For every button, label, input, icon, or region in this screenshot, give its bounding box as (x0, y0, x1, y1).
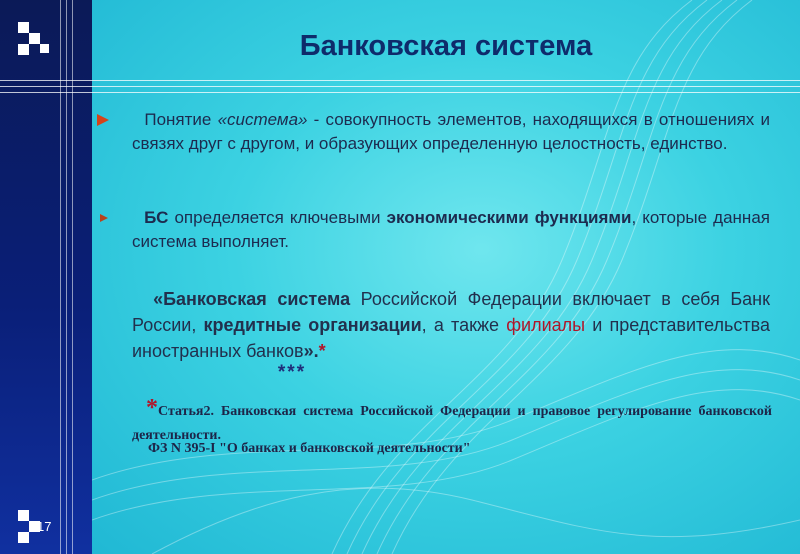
footnote-asterisk: * (146, 395, 159, 421)
quote-banking-system (132, 286, 770, 364)
decor-square (18, 510, 29, 521)
bullet-arrow-icon (97, 114, 109, 126)
text-definition: - совокупность элементов, находящихся в отношениях и связях друг с другом, и образующих определенную целостность, единство. (132, 110, 770, 153)
page-number: 17 (37, 519, 52, 534)
separator-stars: *** (277, 362, 307, 383)
term-system: «система» (217, 110, 308, 129)
sidebar-panel (0, 0, 92, 554)
text-rest: , которые данная система выполняет. (132, 208, 770, 251)
decor-square (18, 22, 29, 33)
decor-square (40, 44, 49, 53)
divider-line (0, 92, 800, 93)
quote-open: «Банковская система (153, 289, 351, 309)
text-mid: определяется ключевыми (168, 208, 387, 227)
sidebar-line (66, 0, 67, 554)
decor-square (18, 44, 29, 55)
slide-background (92, 0, 800, 554)
slide-title: Банковская система (299, 30, 593, 62)
bullet-system-definition (132, 108, 770, 156)
quote-close: ». (303, 341, 319, 361)
decor-square (29, 33, 40, 44)
wave-decoration (92, 0, 800, 554)
quote-part2: , а также (421, 315, 507, 335)
quote-part3: и представительства иностранных банков (132, 315, 770, 361)
law-reference: ФЗ N 395-I "О банках и банковской деятельности" (148, 441, 471, 456)
decor-square (18, 532, 29, 543)
bullet-arrow-icon (100, 214, 108, 222)
quote-branches: филиалы (506, 315, 586, 335)
quote-credit-orgs: кредитные организации (203, 315, 422, 335)
sidebar-line (72, 0, 73, 554)
text-economic-functions: экономическими функциями (386, 208, 632, 227)
text-intro: Понятие (144, 110, 218, 129)
divider-line (0, 86, 800, 87)
bullet-bs-functions (132, 206, 770, 254)
divider-line (0, 80, 800, 81)
quote-part1: Российской Федерации включает в себя Банк России, (132, 289, 770, 335)
quote-asterisk: * (318, 341, 326, 361)
footnote-text: Статья2. Банковская система Российской Федерации и правовое регулирование банковской деятельности. (132, 404, 773, 443)
sidebar-line (60, 0, 61, 554)
abbr-bs: БС (144, 208, 169, 227)
